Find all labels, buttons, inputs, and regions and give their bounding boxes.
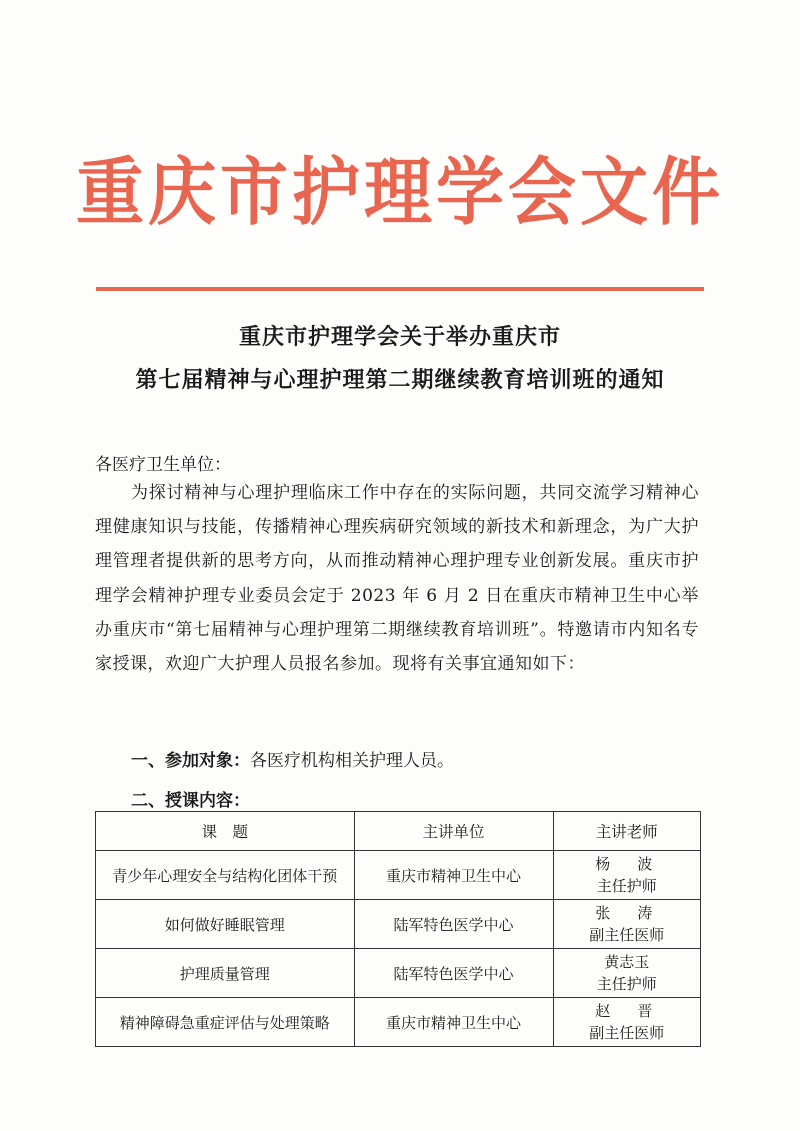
cell-teacher: [553, 998, 700, 1047]
teacher-name: 黄志玉: [604, 953, 650, 971]
section-course-content: [131, 786, 250, 811]
table-row: [96, 851, 701, 900]
cell-topic: 如何做好睡眠管理: [96, 900, 355, 949]
teacher-title: 主任护师: [596, 975, 657, 993]
body-paragraph: 为探讨精神与心理护理临床工作中存在的实际问题，共同交流学习精神心理健康知识与技能，传播精神心理疾病研究领域的新技术和新理念，为广大护理管理者提供新的思考方向，从而推动精神心理护理专业创新发展。重庆市护理学会精神护理专业委员会定于 2023 年 6 月 2 日在重庆市精神卫生中心举办重庆市“第七届精神与心理护理第二期继续教育培训班”。特邀请市内知名专家授课，欢迎广大护理人员报名参加。现将有关事宜通知如下：: [95, 483, 699, 675]
cell-unit: 重庆市精神卫生中心: [354, 851, 553, 900]
cell-unit: 陆军特色医学中心: [354, 900, 553, 949]
cell-topic: 精神障碍急重症评估与处理策略: [96, 998, 355, 1047]
header-topic: 课 题: [96, 812, 355, 851]
teacher-name: 张 涛: [595, 904, 659, 922]
teacher-name: 杨 波: [595, 855, 659, 873]
notice-title-line-2: 第七届精神与心理护理第二期继续教育培训班的通知: [135, 367, 665, 393]
section-participants-text: 各医疗机构相关护理人员。: [250, 751, 454, 771]
teacher-title: 副主任医师: [589, 926, 665, 944]
section-participants: [131, 746, 454, 771]
section-course-content-lead: 二、授课内容：: [131, 791, 250, 811]
teacher-title: 主任护师: [596, 877, 657, 895]
header-unit: 主讲单位: [354, 812, 553, 851]
section-participants-lead: 一、参加对象：: [131, 751, 250, 771]
cell-teacher: [553, 949, 700, 998]
table-row: [96, 998, 701, 1047]
cell-teacher: [553, 900, 700, 949]
salutation: 各医疗卫生单位：: [95, 455, 231, 475]
table-row: [96, 949, 701, 998]
notice-title-line-1: 重庆市护理学会关于举办重庆市: [238, 324, 561, 350]
table-row: [96, 900, 701, 949]
red-divider-line: [96, 287, 704, 291]
table-header-row: [96, 812, 701, 851]
teacher-name: 赵 晋: [595, 1002, 659, 1020]
teacher-title: 副主任医师: [589, 1024, 665, 1042]
cell-unit: 重庆市精神卫生中心: [354, 998, 553, 1047]
cell-unit: 陆军特色医学中心: [354, 949, 553, 998]
letterhead-title: 重庆市护理学会文件: [75, 150, 724, 236]
cell-teacher: [553, 851, 700, 900]
header-teacher: 主讲老师: [553, 812, 700, 851]
cell-topic: 青少年心理安全与结构化团体干预: [96, 851, 355, 900]
course-table: [95, 811, 701, 1047]
cell-topic: 护理质量管理: [96, 949, 355, 998]
